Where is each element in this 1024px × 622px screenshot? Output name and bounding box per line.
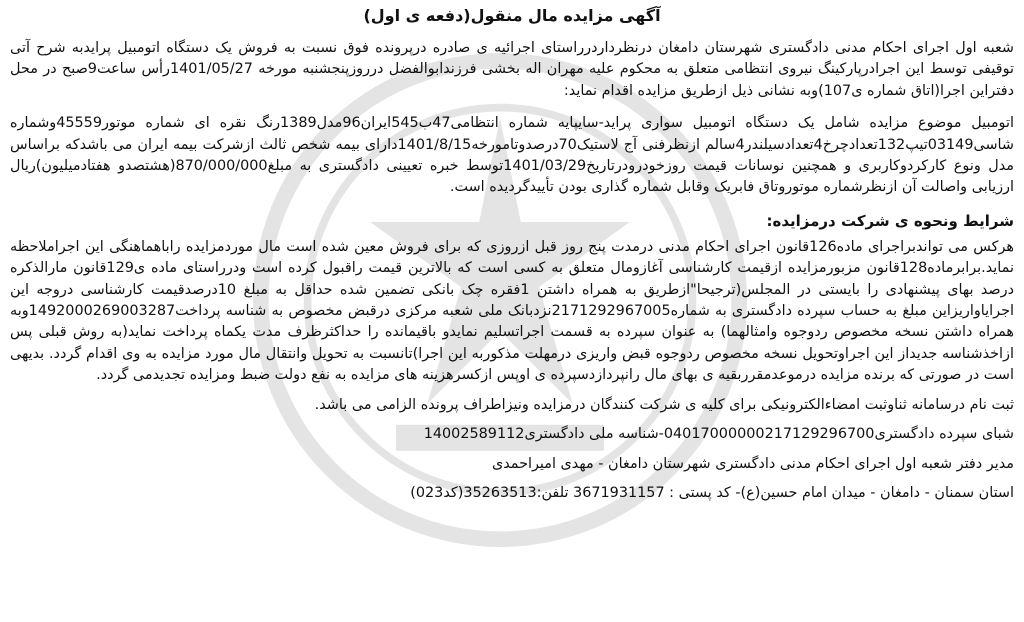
conditions-heading: شرایط ونحوه ی شرکت درمزایده:: [766, 211, 1014, 230]
intro-paragraph: شعبه اول اجرای احکام مدنی دادگستری شهرستان دامغان درنظرداردرراستای اجرائیه ی صادره درپرونده فوق نسبت به فروش یک دستگاه اتومبیل پرایدبه شرح آتی توقیفی توسط این اجرادرپارکینگ نیروی انتظامی متعلق به محکوم علیه مهران اله بخشی فرزندابوالفضل درروزپنجشنبه مورخه 1401/05/27رأس ساعت9صبح در محل دفتراین اجرا(اتاق شماره ی107)وبه نشانی ذیل ازطریق مزایده اقدام نماید:: [10, 40, 1015, 99]
notice-title: آگهی مزایده مال منقول(دفعه ی اول): [363, 6, 661, 25]
address-line: استان سمنان - دامغان - میدان امام حسین(ع)- کد پستی : 3671931157 تلفن:35263513(کد023): [410, 484, 1014, 501]
registration-paragraph: ثبت نام درسامانه ثناوثبت امضاءالکترونیکی برای کلیه ی شرکت کنندگان درمزایده ونیزاطراف پرونده الزامی می باشد.: [314, 396, 1014, 413]
signature-line: مدیر دفتر شعبه اول اجرای احکام مدنی دادگستری شهرستان دامغان - مهدی امیراحمدی: [491, 455, 1014, 472]
vehicle-paragraph: اتومبیل موضوع مزایده شامل یک دستگاه اتومبیل سواری پراید-سایپایه شماره انتظامی47ب545ایران96مدل1389رنگ نقره ای شماره موتور45559وشماره شاسی03149تیپ132تعدادچرخ4تعدادسیلندر4سالم ازنظرفنی آج لاستیک70درصدوتامورخه1401/8/15دارای بیمه شخص ثالث ازشرکت بیمه ایران می باشدکه براساس مدل ونوع کارکردوکاربری و همچنین نوسانات قیمت روزخودرودرتاریخ1401/03/29توسط خبره تعیینی دادگستری به مبلغ870/000/000(هشتصدو هفتادمیلیون)ریال ارزیابی واصالت آن ازنظرشماره موتوروتاق فابریک وقابل شماره گذاری بودن تأییدگردیده است.: [10, 115, 1015, 196]
conditions-paragraph: هرکس می تواندبراجرای ماده126قانون اجرای احکام مدنی درمدت پنج روز قبل ازروزی که برای فروش معین شده است مال موردمزایده راباهماهنگی این اجراملاحظه نماید.برابرماده128قانون مزبورمزایده ازقیمت کارشناسی آغازومال متعلق به کسی است که بالاترین قیمت راقبول کرده است ودرراستای ماده ی129قانون مارالذکره درصد بهای پیشنهادی را بایستی در المجلس(ترجیحا"ازطریق به همراه داشتن 1فقره چک بانکی تضمین شده حداقل به مبلغ 10درصدقیمت کارشناسی دروجه این اجرایاواریزاین مبلغ به حساب سپرده دادگستری به شماره2171292967005نزدبانک ملی شعبه مرکزی درقبض مخصوص به شناسه پرداخت1492000269003287وبه همراه داشتن نسخه مخصوص ردوجوه وامثالهما) به عنوان سپرده به قسمت اجراتسلیم نمایدو باقیمانده را حداکثرظرف مدت یکماه پرداخت نماید(به روش قبلی پس ازاخذشناسه جدیداز این اجراوتحویل نسخه مخصوص ردوجوه قبض واریزی درمهلت مذکوربه این اجرا)تانسبت به تحویل وانتقال مال مورد مزایده به وی اقدام گردد. بدیهی است در صورتی که برنده مزایده درموعدمقرربقیه ی بهای مال رانپردازدسپرده ی اوپس ازکسرهزینه های مزایده به نفع دولت ضبط ومزایده تجدیدمی گردد.: [10, 238, 1015, 384]
sheba-line: شبای سپرده دادگستری04017000000217129296700-شناسه ملی دادگستری14002589112: [423, 426, 1014, 443]
